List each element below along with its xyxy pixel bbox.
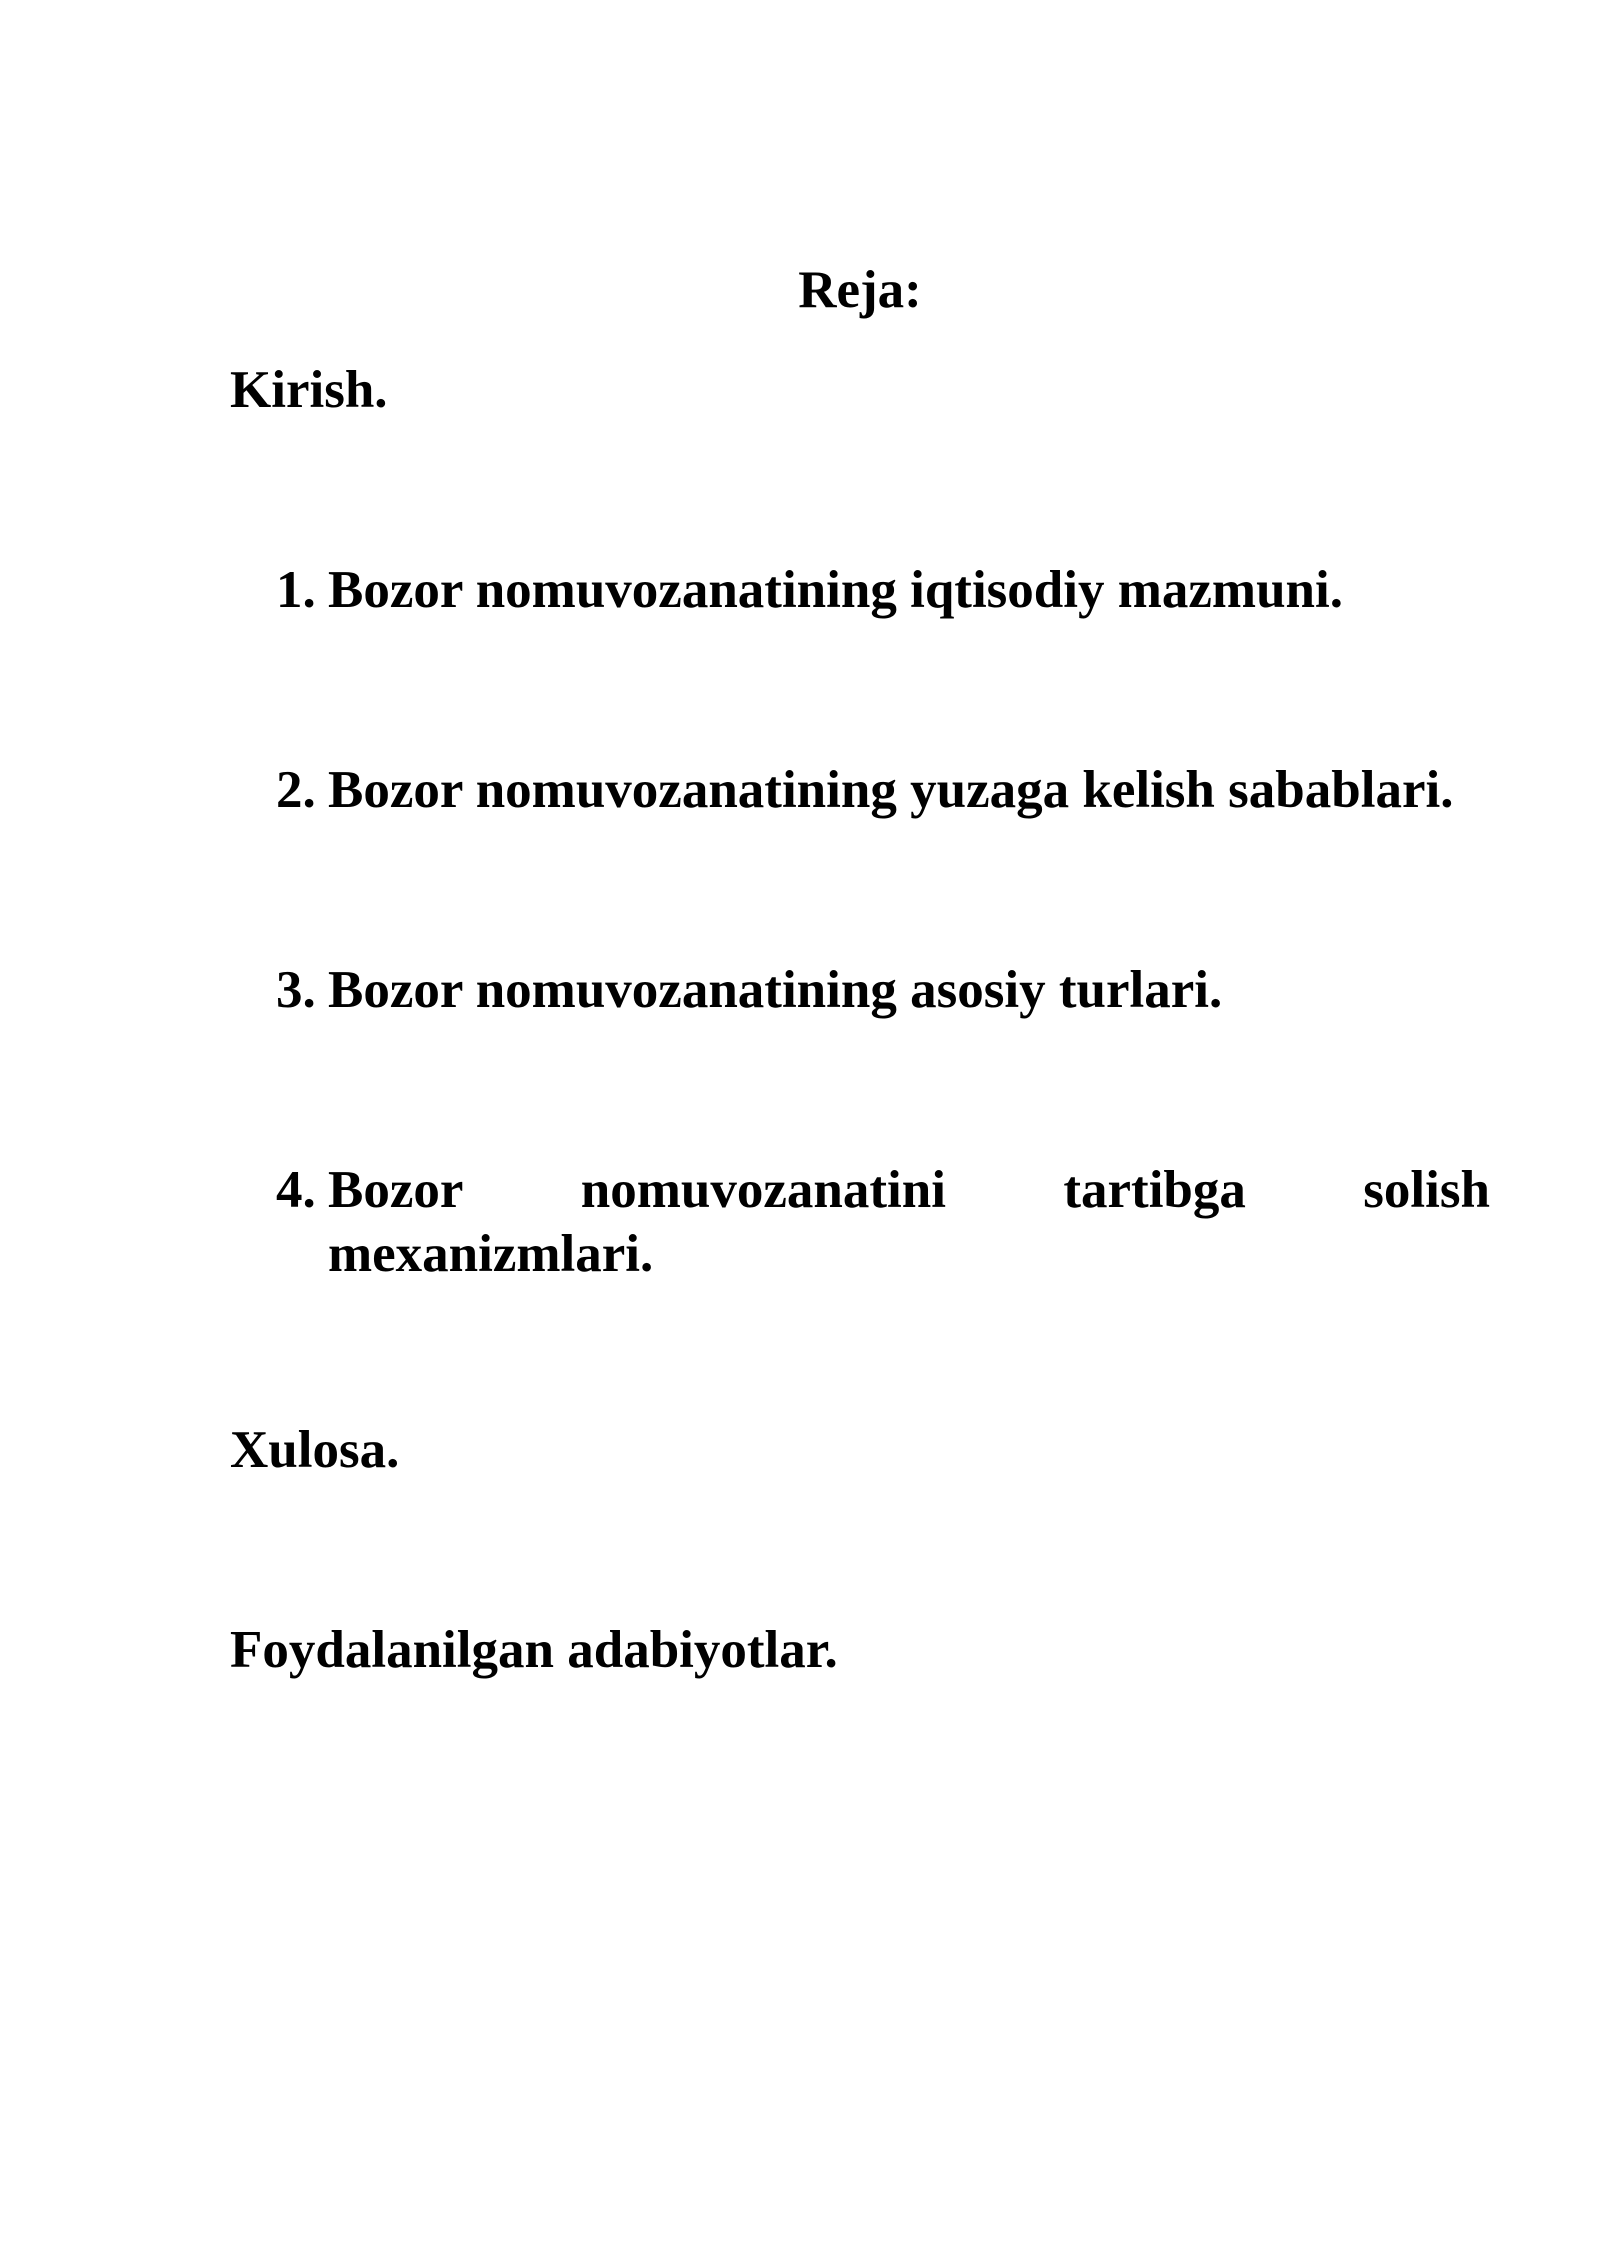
plan-item-word: Bozor [328,1161,464,1219]
plan-item-text: Bozor nomuvozanatining yuzaga kelish sabablari. [328,761,1454,819]
plan-item-continuation: mexanizmlari. [328,1225,654,1283]
plan-item-number: 1. [276,561,316,619]
plan-item-text: Bozor nomuvozanatining iqtisodiy mazmuni. [328,561,1343,619]
plan-item-word: tartibga [1063,1161,1246,1219]
plan-item-number: 3. [276,961,316,1019]
plan-item-word: nomuvozanatini [580,1161,946,1219]
intro-heading: Kirish. [230,361,388,419]
plan-item-text: Bozor nomuvozanatining asosiy turlari. [328,961,1223,1019]
plan-item [276,958,1490,1022]
plan-item [276,758,1490,822]
page-title: Reja: [798,261,922,319]
conclusion-heading: Xulosa. [230,1421,400,1479]
plan-item-word: solish [1363,1161,1490,1219]
plan-item [276,558,1490,622]
plan-item-number: 2. [276,761,316,819]
plan-item-number: 4. [276,1161,316,1219]
plan-item-justified-line [328,1158,1490,1222]
plan-item [276,1158,1490,1286]
references-heading: Foydalanilgan adabiyotlar. [230,1621,838,1679]
